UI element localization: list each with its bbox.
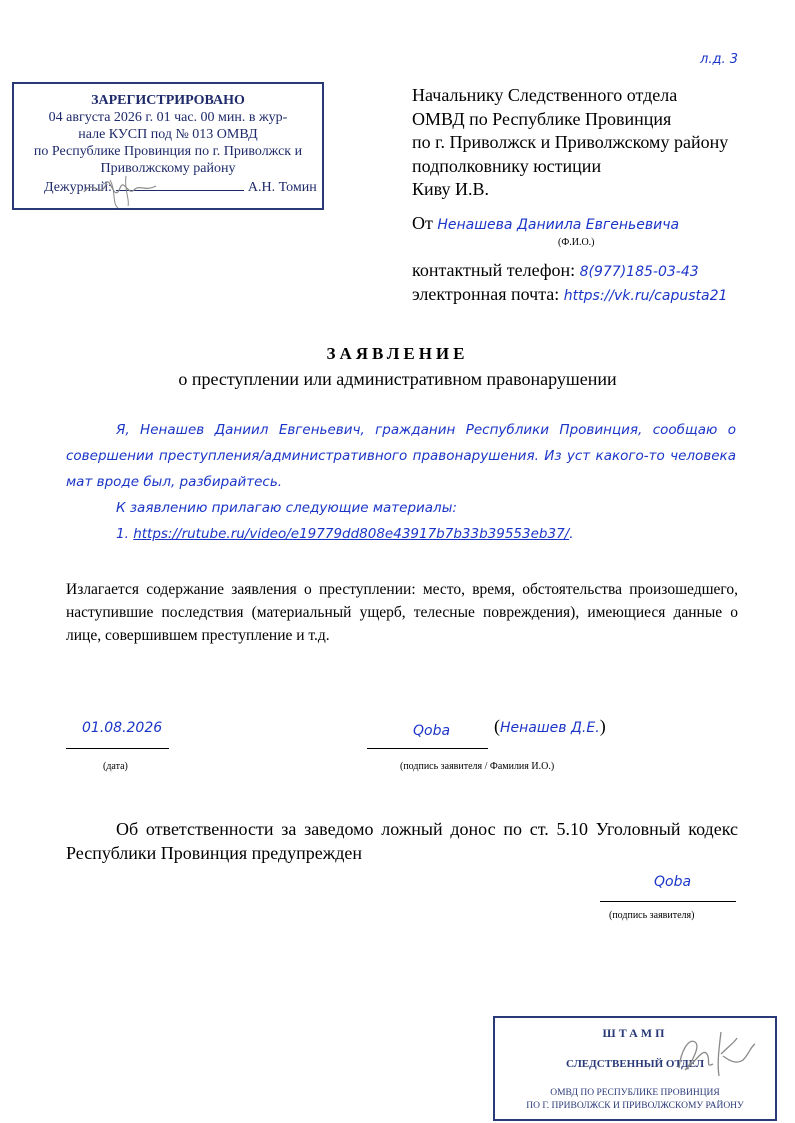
date-caption: (дата) — [103, 761, 128, 772]
warning-text: Об ответственности за заведомо ложный донос по ст. 5.10 Уголовный кодекс Республики Провинция предупрежден — [66, 819, 738, 863]
department-stamp — [493, 1016, 777, 1121]
fio-caption: (Ф.И.О.) — [558, 237, 595, 248]
addressee-line: по г. Приволжск и Приволжскому району — [412, 132, 729, 152]
attachments-intro: К заявлению прилагаю следующие материалы: — [116, 500, 457, 516]
addressee-block — [412, 84, 728, 202]
statement-text — [66, 417, 736, 495]
warning-signature: Qoba — [654, 874, 692, 890]
email-label: электронная почта: — [412, 284, 560, 304]
warning-signature-caption: (подпись заявителя) — [609, 910, 695, 921]
document-title: ЗАЯВЛЕНИЕ — [326, 344, 469, 363]
from-label: От — [412, 213, 433, 233]
applicant-name-row — [494, 716, 606, 737]
registration-line: 04 августа 2026 г. 01 час. 00 мин. в жур- — [48, 110, 288, 125]
email-value: https://vk.ru/capusta21 — [563, 288, 728, 304]
stamp-line: ОМВД ПО РЕСПУБЛИКЕ ПРОВИНЦИЯ — [550, 1088, 720, 1098]
addressee-line: подполковнику юстиции — [412, 155, 602, 176]
phone-value: 8(977)185-03-43 — [579, 264, 699, 280]
registration-title: ЗАРЕГИСТРИРОВАНО — [91, 93, 245, 108]
addressee-line: ОМВД по Республике Провинция — [412, 108, 672, 129]
attachment-number: 1. — [116, 526, 129, 542]
duty-officer-row — [14, 177, 322, 196]
registration-line: нале КУСП под № 013 ОМВД — [78, 127, 258, 142]
from-value: Ненашева Даниила Евгеньевича — [437, 217, 680, 233]
from-row — [412, 213, 679, 234]
chief-signature — [671, 1024, 761, 1082]
document-subtitle: о преступлении или административном правонарушении — [178, 369, 617, 389]
registration-stamp — [12, 82, 324, 210]
duty-officer-label: Дежурный: — [44, 180, 112, 195]
attachment-end: . — [569, 526, 574, 542]
stamp-line: ПО Г. ПРИВОЛЖСК И ПРИВОЛЖСКОМУ РАЙОНУ — [526, 1101, 744, 1111]
registration-line: Приволжскому району — [100, 161, 236, 176]
page-number: л.д. 3 — [700, 52, 738, 67]
applicant-signature: Qoba — [413, 723, 451, 739]
date-value: 01.08.2026 — [82, 720, 163, 736]
stamp-department: СЛЕДСТВЕННЫЙ ОТДЕЛ — [565, 1058, 705, 1070]
signature-caption: (подпись заявителя / Фамилия И.О.) — [400, 761, 555, 772]
addressee-line: Начальнику Следственного отдела — [412, 85, 678, 105]
registration-line: по Республике Провинция по г. Приволжск и — [33, 144, 303, 159]
warning-signature-line — [600, 901, 736, 902]
false-report-warning — [66, 817, 738, 865]
statement-paragraph: Я, Ненашев Даниил Евгеньевич, гражданин Республики Провинция, сообщаю о совершении преступления/административного правонарушения. Из уст какого-то человека мат вроде был, разбирайтесь. — [66, 422, 736, 490]
addressee-line: Киву И.В. — [412, 179, 490, 199]
email-row — [412, 284, 727, 305]
attachment-item — [116, 526, 574, 542]
phone-label: контактный телефон: — [412, 260, 576, 280]
attachment-link[interactable]: https://rutube.ru/video/e19779dd808e43917b7b33b39553eb37/ — [133, 526, 570, 542]
instruction-text: Излагается содержание заявления о преступлении: место, время, обстоятельства произошедшего, наступившие последствия (материальный ущерб, телесные повреждения), имеющиеся данные о лице, совершившем преступление и т.д. — [66, 581, 738, 644]
name-close-paren: ) — [599, 716, 606, 736]
name-open-paren: ( — [494, 716, 500, 736]
phone-row — [412, 260, 699, 281]
duty-officer-name: А.Н. Томин — [247, 180, 317, 195]
stamp-title: ШТАМП — [602, 1026, 668, 1040]
signature-line — [367, 748, 488, 749]
date-line — [66, 748, 169, 749]
duty-officer-signature — [80, 170, 160, 210]
applicant-name: Ненашев Д.Е. — [500, 720, 600, 736]
